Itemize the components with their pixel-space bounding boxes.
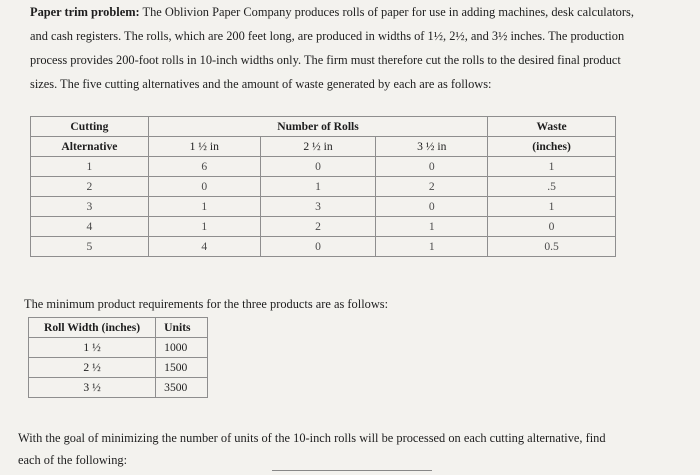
table-row xyxy=(31,197,616,217)
cell-w1: 0 xyxy=(148,177,260,197)
cell-w1: 1 xyxy=(148,217,260,237)
cell-alternative: 2 xyxy=(31,177,149,197)
table-row xyxy=(31,177,616,197)
cell-w1: 4 xyxy=(148,237,260,257)
table-row xyxy=(31,217,616,237)
cell-w2: 0 xyxy=(260,237,376,257)
cell-waste: 1 xyxy=(488,157,616,177)
header-waste-unit: (inches) xyxy=(488,137,616,157)
intro-line-3: process provides 200-foot rolls in 10-inch widths only. The firm must therefore cut the rolls to the desired final product xyxy=(30,53,621,67)
header-cutting: Cutting xyxy=(31,117,149,137)
intro-line-4: sizes. The five cutting alternatives and the amount of waste generated by each are as follows: xyxy=(30,77,492,91)
cell-w1: 6 xyxy=(148,157,260,177)
cell-w2: 2 xyxy=(260,217,376,237)
cell-w3: 0 xyxy=(376,157,488,177)
intro-line-1 xyxy=(30,0,695,24)
cell-units: 1000 xyxy=(156,338,208,358)
col-header-3-5-in: 3 ½ in xyxy=(376,137,488,157)
header-waste: Waste xyxy=(488,117,616,137)
goal-line-1: With the goal of minimizing the number of units of the 10-inch rolls will be processed on each cutting alternative, find xyxy=(18,431,606,445)
intro-line-1-text: The Oblivion Paper Company produces rolls of paper for use in adding machines, desk calculators, xyxy=(142,5,634,19)
col-header-2-5-in: 2 ½ in xyxy=(260,137,376,157)
requirements-table xyxy=(28,317,208,398)
cell-units: 3500 xyxy=(156,378,208,398)
cell-w2: 1 xyxy=(260,177,376,197)
cell-waste: .5 xyxy=(488,177,616,197)
header-units: Units xyxy=(156,318,208,338)
table-row xyxy=(29,358,208,378)
cell-w2: 0 xyxy=(260,157,376,177)
cell-roll-width: 2 ½ xyxy=(29,358,156,378)
header-number-of-rolls: Number of Rolls xyxy=(148,117,487,137)
table-row xyxy=(31,237,616,257)
cell-units: 1500 xyxy=(156,358,208,378)
cell-w3: 2 xyxy=(376,177,488,197)
cell-w3: 1 xyxy=(376,217,488,237)
cell-w3: 1 xyxy=(376,237,488,257)
cell-roll-width: 1 ½ xyxy=(29,338,156,358)
cell-w1: 1 xyxy=(148,197,260,217)
cell-waste: 0 xyxy=(488,217,616,237)
col-header-1-5-in: 1 ½ in xyxy=(148,137,260,157)
header-alternative: Alternative xyxy=(31,137,149,157)
requirements-intro: The minimum product requirements for the three products are as follows: xyxy=(24,297,389,311)
table-row xyxy=(29,378,208,398)
cutting-alternatives-table xyxy=(30,116,616,257)
problem-title: Paper trim problem: xyxy=(30,5,140,19)
cell-w3: 0 xyxy=(376,197,488,217)
intro-line-2: and cash registers. The rolls, which are 200 feet long, are produced in widths of 1½, 2½, and 3½ inches. The production xyxy=(30,29,625,43)
table-row xyxy=(29,338,208,358)
cell-alternative: 4 xyxy=(31,217,149,237)
divider xyxy=(272,470,432,471)
cell-alternative: 5 xyxy=(31,237,149,257)
cell-roll-width: 3 ½ xyxy=(29,378,156,398)
cell-alternative: 3 xyxy=(31,197,149,217)
cell-waste: 1 xyxy=(488,197,616,217)
table-row xyxy=(31,157,616,177)
cell-waste: 0.5 xyxy=(488,237,616,257)
cell-w2: 3 xyxy=(260,197,376,217)
header-roll-width: Roll Width (inches) xyxy=(29,318,156,338)
goal-line-2: each of the following: xyxy=(18,453,128,467)
cell-alternative: 1 xyxy=(31,157,149,177)
problem-intro xyxy=(30,0,695,96)
